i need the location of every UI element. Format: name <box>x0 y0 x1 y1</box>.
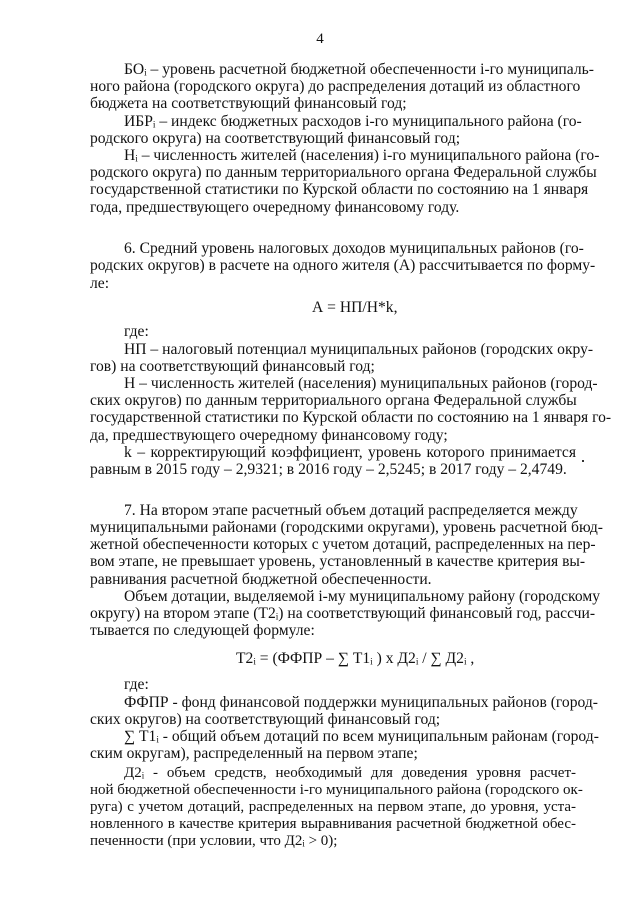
text-line: тывается по следующей формуле: <box>90 622 315 639</box>
text-line: равным в 2015 году – 2,9321; в 2016 году – 2,5245; в 2017 году – 2,4749. <box>90 461 567 478</box>
text-line: государственной статистики по Курской области по состоянию на 1 января го- <box>90 409 612 426</box>
formula-a: А = НП/Н*k, <box>312 299 398 316</box>
text-line: печенности (при условии, что Д2ᵢ > 0); <box>90 833 338 849</box>
text-line: Объем дотации, выделяемой i-му муниципальному району (городскому <box>124 588 601 605</box>
text-line: ским округам), распределенный на первом этапе; <box>90 745 418 762</box>
text-line: ной бюджетной обеспеченности i-го муниципального района (городского ок- <box>90 782 583 798</box>
text-line: БОᵢ – уровень расчетной бюджетной обеспеченности i-го муниципаль- <box>124 61 594 78</box>
text-line: ИБРᵢ – индекс бюджетных расходов i-го муниципального района (го- <box>124 113 582 130</box>
text-line: новленного в качестве критерия выравнивания расчетной бюджетной обес- <box>90 816 576 832</box>
text-line: государственной статистики по Курской области по состоянию на 1 января <box>90 181 589 198</box>
text-line: ФФПР - фонд финансовой поддержки муниципальных районов (город- <box>124 694 598 711</box>
scan-speck <box>582 460 584 462</box>
text-line: где: <box>124 676 149 693</box>
formula-t2: Т2ᵢ = (ФФПР – ∑ Т1ᵢ ) х Д2ᵢ / ∑ Д2ᵢ , <box>236 650 475 667</box>
text-line: Д2ᵢ - объем средств, необходимый для доведения уровня расчет- <box>124 765 576 781</box>
text-line: ∑ Т1ᵢ - общий объем дотаций по всем муниципальным районам (город- <box>124 728 599 745</box>
text-line: Нᵢ – численность жителей (населения) i-го муниципального района (го- <box>124 147 600 164</box>
text-line: да, предшествующего очередному финансовому году; <box>90 427 448 444</box>
text-line: k – корректирующий коэффициент, уровень которого принимается <box>124 444 576 461</box>
text-line: вом этапе, не превышает уровень, установленный в качестве критерия вы- <box>90 553 586 570</box>
text-line: года, предшествующего очередному финансовому году. <box>90 199 460 216</box>
text-line: родского округа) по данным территориального органа Федеральной службы <box>90 164 597 181</box>
text-line: родского округа) на соответствующий финансовый год; <box>90 130 461 147</box>
text-line: ских округов) на соответствующий финансовый год; <box>90 711 441 728</box>
text-line: ле: <box>90 275 110 292</box>
text-line: руга) с учетом дотаций, распределенных на первом этапе, до уровня, уста- <box>90 799 576 815</box>
text-line: 6. Средний уровень налоговых доходов муниципальных районов (го- <box>124 240 584 257</box>
text-line: муниципальными районами (городскими округами), уровень расчетной бюд- <box>90 519 603 536</box>
page-number: 4 <box>316 31 324 47</box>
text-line: где: <box>124 323 149 340</box>
text-line: родских округов) в расчете на одного жителя (А) рассчитывается по форму- <box>90 257 596 274</box>
text-line: НП – налоговый потенциал муниципальных районов (городских окру- <box>124 341 594 358</box>
text-line: гов) на соответствующий финансовый год; <box>90 358 375 375</box>
text-line: ного района (городского округа) до распределения дотаций из областного <box>90 78 581 95</box>
text-line: жетной обеспеченности которых с учетом дотаций, распределенных на пер- <box>90 536 596 553</box>
text-line: округу) на втором этапе (Т2ᵢ) на соответствующий финансовый год, рассчи- <box>90 605 596 622</box>
text-line: Н – численность жителей (населения) муниципальных районов (город- <box>124 375 598 392</box>
text-line: равнивания расчетной бюджетной обеспеченности. <box>90 571 432 588</box>
text-line: 7. На втором этапе расчетный объем дотаций распределяется между <box>124 502 578 519</box>
text-line: ских округов) по данным территориального органа Федеральной службы <box>90 392 577 409</box>
text-line: бюджета на соответствующий финансовый год; <box>90 95 407 112</box>
